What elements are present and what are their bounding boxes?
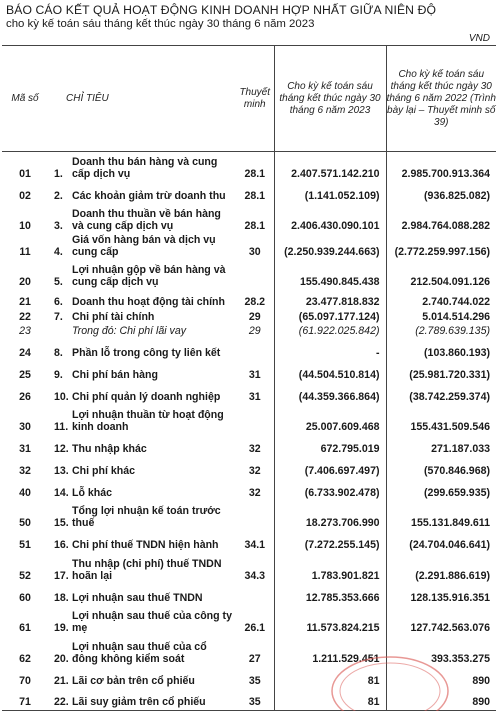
row-number: 12. — [54, 442, 69, 455]
row-previous-value: 393.353.275 — [386, 636, 496, 667]
row-note: 35 — [248, 674, 261, 687]
row-code: 61 — [19, 621, 31, 634]
row-note: 28.1 — [244, 167, 266, 180]
report-period: cho kỳ kế toán sáu tháng kết thúc ngày 30 tháng 6 năm 2023 — [6, 18, 315, 30]
row-note: 35 — [236, 689, 274, 711]
row-label: Chi phí khác — [72, 464, 135, 477]
row-current-value: (44.359.366.864) — [274, 383, 386, 405]
currency-unit: VND — [468, 33, 490, 44]
row-label: Chi phí tài chính — [72, 310, 155, 323]
row-current-value: 18.273.706.990 — [274, 501, 386, 531]
row-label: Lỗ khác — [72, 486, 113, 499]
row-previous-value: (299.659.935) — [386, 479, 496, 501]
row-current-value: 81 — [274, 667, 386, 689]
row-previous-value: 2.740.744.022 — [386, 290, 496, 310]
row-code: 10 — [19, 219, 31, 232]
row-note: 31 — [248, 390, 261, 403]
header-code: Mã số — [2, 46, 48, 152]
row-previous-value: 890 — [386, 689, 496, 711]
row-current-value: (44.504.510.814) — [274, 361, 386, 383]
row-previous-value: (936.825.082) — [386, 182, 496, 204]
row-code: 30 — [19, 420, 31, 433]
row-label: Các khoản giảm trừ doanh thu — [72, 189, 226, 202]
row-code: 71 — [2, 689, 48, 711]
row-code: 21 — [19, 295, 31, 308]
row-number: 7. — [54, 310, 63, 323]
row-previous-value: 2.984.764.088.282 — [386, 204, 496, 234]
row-note: 28.1 — [244, 219, 266, 232]
row-number: 10. — [54, 390, 69, 403]
row-code: 20 — [19, 275, 31, 288]
row-current-value: 672.795.019 — [274, 435, 386, 457]
row-note: 29 — [248, 324, 261, 337]
row-previous-value: (2.291.886.619) — [386, 553, 496, 584]
company-stamp — [330, 653, 450, 673]
row-previous-value: (2.772.259.997.156) — [386, 234, 496, 260]
row-previous-value: 127.742.563.076 — [386, 606, 496, 636]
row-code: 32 — [19, 464, 31, 477]
row-number: 17. — [54, 569, 69, 582]
table-row — [2, 152, 496, 182]
row-label: Tổng lợi nhuận kế toán trước thuế — [72, 504, 221, 529]
table-row — [2, 479, 496, 501]
row-label: Doanh thu hoạt động tài chính — [72, 295, 225, 308]
row-code: 02 — [19, 189, 31, 202]
row-code: 22 — [19, 310, 31, 323]
header-item: CHỈ TIÊU — [48, 46, 236, 152]
row-current-value: (65.097.177.124) — [274, 310, 386, 325]
row-current-value: - — [274, 339, 386, 361]
table-row — [2, 290, 496, 310]
row-previous-value: (570.846.968) — [386, 457, 496, 479]
row-note — [236, 260, 274, 290]
report-title: BÁO CÁO KẾT QUẢ HOẠT ĐỘNG KINH DOANH HỢP NHẤT GIỮA NIÊN ĐỘ — [6, 3, 437, 17]
row-current-value: (7.272.255.145) — [274, 531, 386, 553]
row-code: 01 — [19, 167, 31, 180]
row-label: Lãi cơ bản trên cổ phiếu — [72, 674, 195, 687]
row-note — [236, 405, 274, 435]
row-previous-value: 155.131.849.611 — [386, 501, 496, 531]
row-label: Lợi nhuận sau thuế TNDN — [72, 591, 203, 604]
row-previous-value: 212.504.091.126 — [386, 260, 496, 290]
row-current-value: (2.250.939.244.663) — [274, 234, 386, 260]
table-header-row — [2, 46, 496, 152]
row-code: 70 — [19, 674, 31, 687]
row-number: 15. — [54, 516, 69, 529]
row-code: 52 — [19, 569, 31, 582]
row-code: 51 — [19, 538, 31, 551]
row-number: 4. — [54, 245, 63, 258]
row-label: Lợi nhuận sau thuế của công ty mẹ — [72, 609, 232, 634]
table-row — [2, 405, 496, 435]
row-current-value: (61.922.025.842) — [274, 325, 386, 339]
row-label: Trong đó: Chi phí lãi vay — [72, 324, 187, 337]
row-number: 19. — [54, 621, 69, 634]
row-current-value: 23.477.818.832 — [274, 290, 386, 310]
row-number — [48, 325, 72, 339]
table-row — [2, 553, 496, 584]
row-current-value: 1.211.529.451 — [274, 636, 386, 667]
row-code: 11 — [19, 245, 31, 258]
row-previous-value: 128.135.916.351 — [386, 584, 496, 606]
row-note: 28.2 — [244, 295, 266, 308]
row-number: 8. — [54, 346, 63, 359]
row-note: 31 — [248, 368, 261, 381]
row-current-value: 1.783.901.821 — [274, 553, 386, 584]
row-previous-value: 2.985.700.913.364 — [386, 152, 496, 182]
row-label: Giá vốn hàng bán và dịch vụ cung cấp — [72, 233, 216, 258]
row-label: Chi phí thuế TNDN hiện hành — [72, 538, 219, 551]
row-number: 3. — [54, 219, 63, 232]
row-code: 31 — [19, 442, 31, 455]
table-body — [2, 152, 496, 711]
row-number: 14. — [54, 486, 69, 499]
row-current-value: 2.406.430.090.101 — [274, 204, 386, 234]
row-note — [236, 339, 274, 361]
row-code: 23 — [19, 324, 31, 337]
row-label: Lợi nhuận thuần từ hoạt động kinh doanh — [72, 408, 224, 433]
row-previous-value: 890 — [386, 667, 496, 689]
row-number: 11. — [54, 420, 69, 433]
row-current-value: 155.490.845.438 — [274, 260, 386, 290]
row-code: 60 — [19, 591, 31, 604]
row-number: 1. — [54, 167, 63, 180]
table-row — [2, 531, 496, 553]
table-row — [2, 383, 496, 405]
row-note: 32 — [248, 442, 261, 455]
row-label: Thu nhập khác — [72, 442, 147, 455]
row-label: Chi phí bán hàng — [72, 368, 158, 381]
row-current-value: (7.406.697.497) — [274, 457, 386, 479]
row-note: 34.1 — [244, 538, 266, 551]
row-code: 26 — [19, 390, 31, 403]
table-row — [2, 584, 496, 606]
row-note: 27 — [248, 652, 261, 665]
row-note — [236, 501, 274, 531]
row-code: 25 — [19, 368, 31, 381]
table-row — [2, 182, 496, 204]
row-number: 22. — [48, 689, 72, 711]
header-previous-period: Cho kỳ kế toán sáu tháng kết thúc ngày 30 tháng 6 năm 2022 (Trình bày lại – Thuyết minh số 39) — [386, 46, 496, 152]
header-current-period: Cho kỳ kế toán sáu tháng kết thúc ngày 30 tháng 6 năm 2023 — [274, 46, 386, 152]
row-current-value: 81 — [274, 689, 386, 711]
row-number: 6. — [54, 295, 63, 308]
row-label: Doanh thu bán hàng và cung cấp dịch vụ — [72, 155, 218, 180]
row-number: 9. — [54, 368, 63, 381]
row-number: 20. — [54, 652, 69, 665]
row-previous-value: (25.981.720.331) — [386, 361, 496, 383]
row-number: 13. — [54, 464, 69, 477]
income-statement-table — [2, 45, 496, 711]
row-code: 62 — [19, 652, 31, 665]
table-row — [2, 361, 496, 383]
table-row — [2, 204, 496, 234]
row-note: 32 — [248, 486, 261, 499]
row-code: 24 — [19, 346, 31, 359]
row-previous-value: 5.014.514.296 — [386, 310, 496, 325]
header-note: Thuyết minh — [236, 46, 274, 152]
row-note: 32 — [248, 464, 261, 477]
row-previous-value: (103.860.193) — [386, 339, 496, 361]
table-row — [2, 606, 496, 636]
table-row — [2, 435, 496, 457]
row-current-value: 2.407.571.142.210 — [274, 152, 386, 182]
row-label: Lợi nhuận gộp về bán hàng và cung cấp dịch vụ — [72, 263, 226, 288]
table-row — [2, 457, 496, 479]
row-code: 50 — [19, 516, 31, 529]
row-note: 26.1 — [244, 621, 266, 634]
row-current-value: (1.141.052.109) — [274, 182, 386, 204]
table-row — [2, 325, 496, 339]
row-number: 16. — [54, 538, 69, 551]
row-note: 30 — [248, 245, 261, 258]
row-previous-value: (2.789.639.135) — [386, 325, 496, 339]
row-label: Doanh thu thuần về bán hàng và cung cấp dịch vụ — [72, 207, 221, 232]
row-label: Phần lỗ trong công ty liên kết — [72, 346, 221, 359]
row-previous-value: 271.187.033 — [386, 435, 496, 457]
row-current-value: (6.733.902.478) — [274, 479, 386, 501]
row-label: Chi phí quản lý doanh nghiệp — [72, 390, 221, 403]
row-label: Thu nhập (chi phí) thuế TNDN hoãn lại — [72, 557, 222, 582]
row-current-value: 11.573.824.215 — [274, 606, 386, 636]
row-previous-value: (38.742.259.374) — [386, 383, 496, 405]
table-row — [2, 310, 496, 325]
row-note: 29 — [248, 310, 261, 323]
table-row — [2, 501, 496, 531]
table-row — [2, 234, 496, 260]
row-number: 21. — [54, 674, 69, 687]
row-current-value: 25.007.609.468 — [274, 405, 386, 435]
row-previous-value: 155.431.509.546 — [386, 405, 496, 435]
row-number: 2. — [54, 189, 63, 202]
row-number: 5. — [54, 275, 63, 288]
row-label: Lãi suy giảm trên cổ phiếu — [72, 689, 236, 711]
row-current-value: 12.785.353.666 — [274, 584, 386, 606]
row-previous-value: (24.704.046.641) — [386, 531, 496, 553]
row-note: 28.1 — [244, 189, 266, 202]
table-row — [2, 339, 496, 361]
table-row — [2, 260, 496, 290]
row-label: Lợi nhuận sau thuế của cổ đông không kiểm soát — [72, 640, 207, 665]
row-code: 40 — [19, 486, 31, 499]
row-number: 18. — [54, 591, 69, 604]
row-note — [236, 584, 274, 606]
row-note: 34.3 — [244, 569, 266, 582]
